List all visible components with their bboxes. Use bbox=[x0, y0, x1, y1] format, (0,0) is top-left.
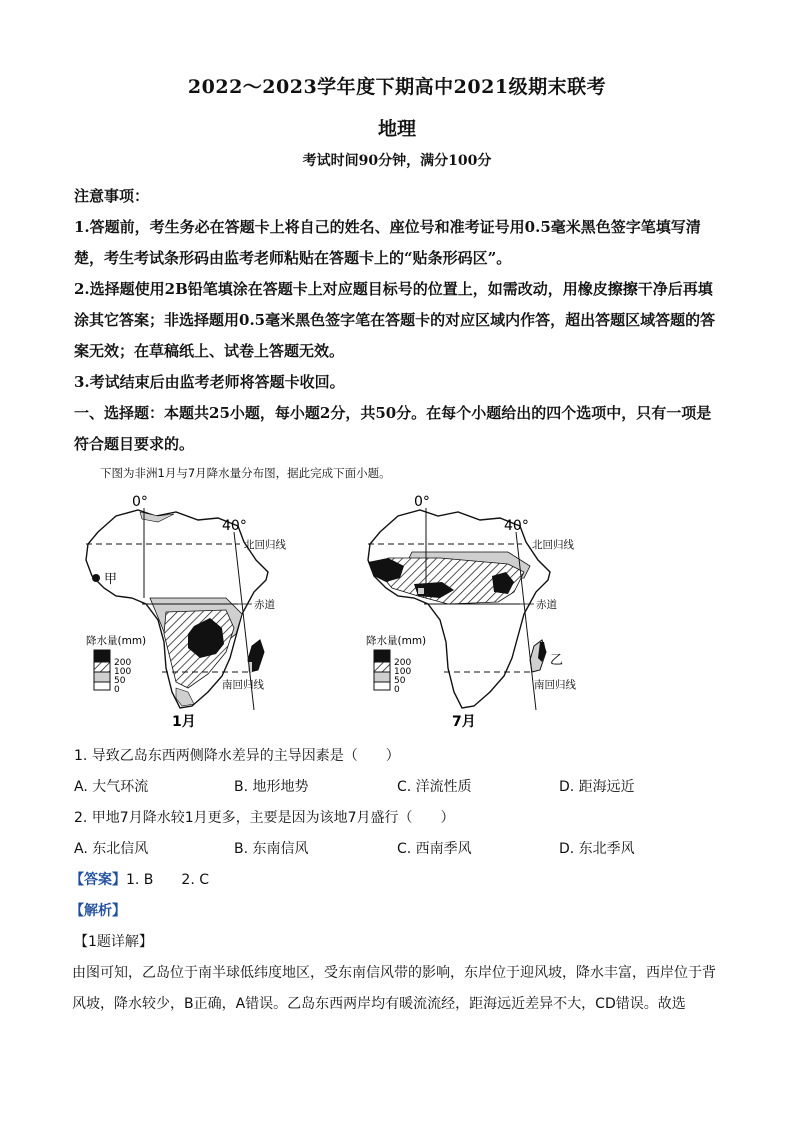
analysis-label: 【解析】 bbox=[70, 903, 126, 919]
note-item-2: 2.选择题使用2B铅笔填涂在答题卡上对应题目标号的位置上，如需改动，用橡皮擦擦干净后再填涂其它答案；非选择题用0.5毫米黑色签字笔在答题卡的对应区域内作答，超出答题区域答题的答案无效；在草稿纸上、试卷上答题无效。 bbox=[74, 280, 716, 360]
q2-option-b[interactable]: B. 东南信风 bbox=[234, 841, 309, 857]
figure-intro: 下图为非洲1月与7月降水量分布图，据此完成下面小题。 bbox=[100, 466, 391, 480]
lon-40-label-jan: 40° bbox=[222, 518, 247, 534]
question-1-stem: 1. 导致乙岛东西两侧降水差异的主导因素是（ ） bbox=[74, 748, 400, 764]
legend-tick-200-jan: 200 bbox=[114, 658, 132, 668]
notes-block bbox=[74, 181, 724, 460]
legend-tick-100-jan: 100 bbox=[114, 667, 132, 677]
tropic-s-label-jan: 南回归线 bbox=[222, 679, 264, 691]
precipitation-maps bbox=[76, 492, 636, 732]
lon-0-label-jul: 0° bbox=[414, 494, 430, 510]
subject-title: 地理 bbox=[377, 118, 416, 140]
q1-option-b[interactable]: B. 地形地势 bbox=[234, 779, 309, 795]
point-yi-label: 乙 bbox=[550, 653, 564, 668]
legend-tick-0-jan: 0 bbox=[114, 685, 120, 695]
detail-text: 由图可知，乙岛位于南半球低纬度地区，受东南信风带的影响，东岸位于迎风坡，降水丰富，西岸位于背风坡，降水较少，B正确，A错误。乙岛东西两岸均有暖流流经，距海远近差异不大，CD错误。故选 bbox=[72, 965, 716, 1012]
section-heading: 一、选择题：本题共25小题，每小题2分，共50分。在每个小题给出的四个选项中，只有一项是符合题目要求的。 bbox=[74, 404, 712, 453]
legend-tick-100-jul: 100 bbox=[394, 667, 412, 677]
grey-patch-jul bbox=[418, 588, 424, 594]
legend-tick-200-jul: 200 bbox=[394, 658, 412, 668]
detail-label: 【1题详解】 bbox=[74, 934, 153, 950]
tropic-n-label-jul: 北回归线 bbox=[532, 539, 574, 551]
q1-option-c[interactable]: C. 洋流性质 bbox=[397, 779, 472, 795]
tropic-s-label-jul: 南回归线 bbox=[534, 679, 576, 691]
map-july bbox=[366, 494, 576, 730]
equator-label-jan: 赤道 bbox=[254, 599, 275, 611]
month-label-jul: 7月 bbox=[452, 714, 476, 730]
lon-40-label-jul: 40° bbox=[504, 518, 529, 534]
legend-tick-50-jan: 50 bbox=[114, 676, 126, 686]
point-jia-label: 甲 bbox=[104, 572, 118, 587]
exam-info: 考试时间90分钟，满分100分 bbox=[302, 153, 492, 169]
maps-svg bbox=[76, 492, 636, 732]
answer-label: 【答案】 bbox=[70, 872, 126, 888]
answer-value: 1. B 2. C bbox=[126, 872, 209, 888]
equator-label-jul: 赤道 bbox=[536, 599, 557, 611]
q2-option-c[interactable]: C. 西南季风 bbox=[397, 841, 472, 857]
legend-tick-0-jul: 0 bbox=[394, 685, 400, 695]
legend-title-jul: 降水量(mm) bbox=[366, 635, 427, 647]
map-january bbox=[86, 494, 286, 730]
legend-title-jan: 降水量(mm) bbox=[86, 635, 147, 647]
legend-jan bbox=[86, 634, 146, 695]
note-item-3: 3.考试结束后由监考老师将答题卡收回。 bbox=[74, 373, 345, 391]
q2-option-d[interactable]: D. 东北季风 bbox=[559, 841, 635, 857]
q1-option-a[interactable]: A. 大气环流 bbox=[74, 779, 149, 795]
legend-jul bbox=[366, 634, 426, 695]
month-label-jan: 1月 bbox=[172, 714, 196, 730]
notes-heading: 注意事项： bbox=[74, 187, 150, 205]
q1-option-d[interactable]: D. 距海远近 bbox=[559, 779, 635, 795]
lon-0-label-jan: 0° bbox=[132, 494, 148, 510]
question-2-stem: 2. 甲地7月降水较1月更多，主要是因为该地7月盛行（ ） bbox=[74, 810, 455, 826]
answer-row bbox=[70, 869, 209, 889]
legend-tick-50-jul: 50 bbox=[394, 676, 406, 686]
point-jia-marker bbox=[92, 574, 100, 582]
exam-title: 2022～2023学年度下期高中2021级期末联考 bbox=[187, 76, 607, 98]
note-item-1: 1.答题前，考生务必在答题卡上将自己的姓名、座位号和准考证号用0.5毫米黑色签字笔填写清楚，考生考试条形码由监考老师粘贴在答题卡上的“贴条形码区”。 bbox=[74, 218, 701, 267]
tropic-n-label-jan: 北回归线 bbox=[244, 539, 286, 551]
q2-option-a[interactable]: A. 东北信风 bbox=[74, 841, 149, 857]
